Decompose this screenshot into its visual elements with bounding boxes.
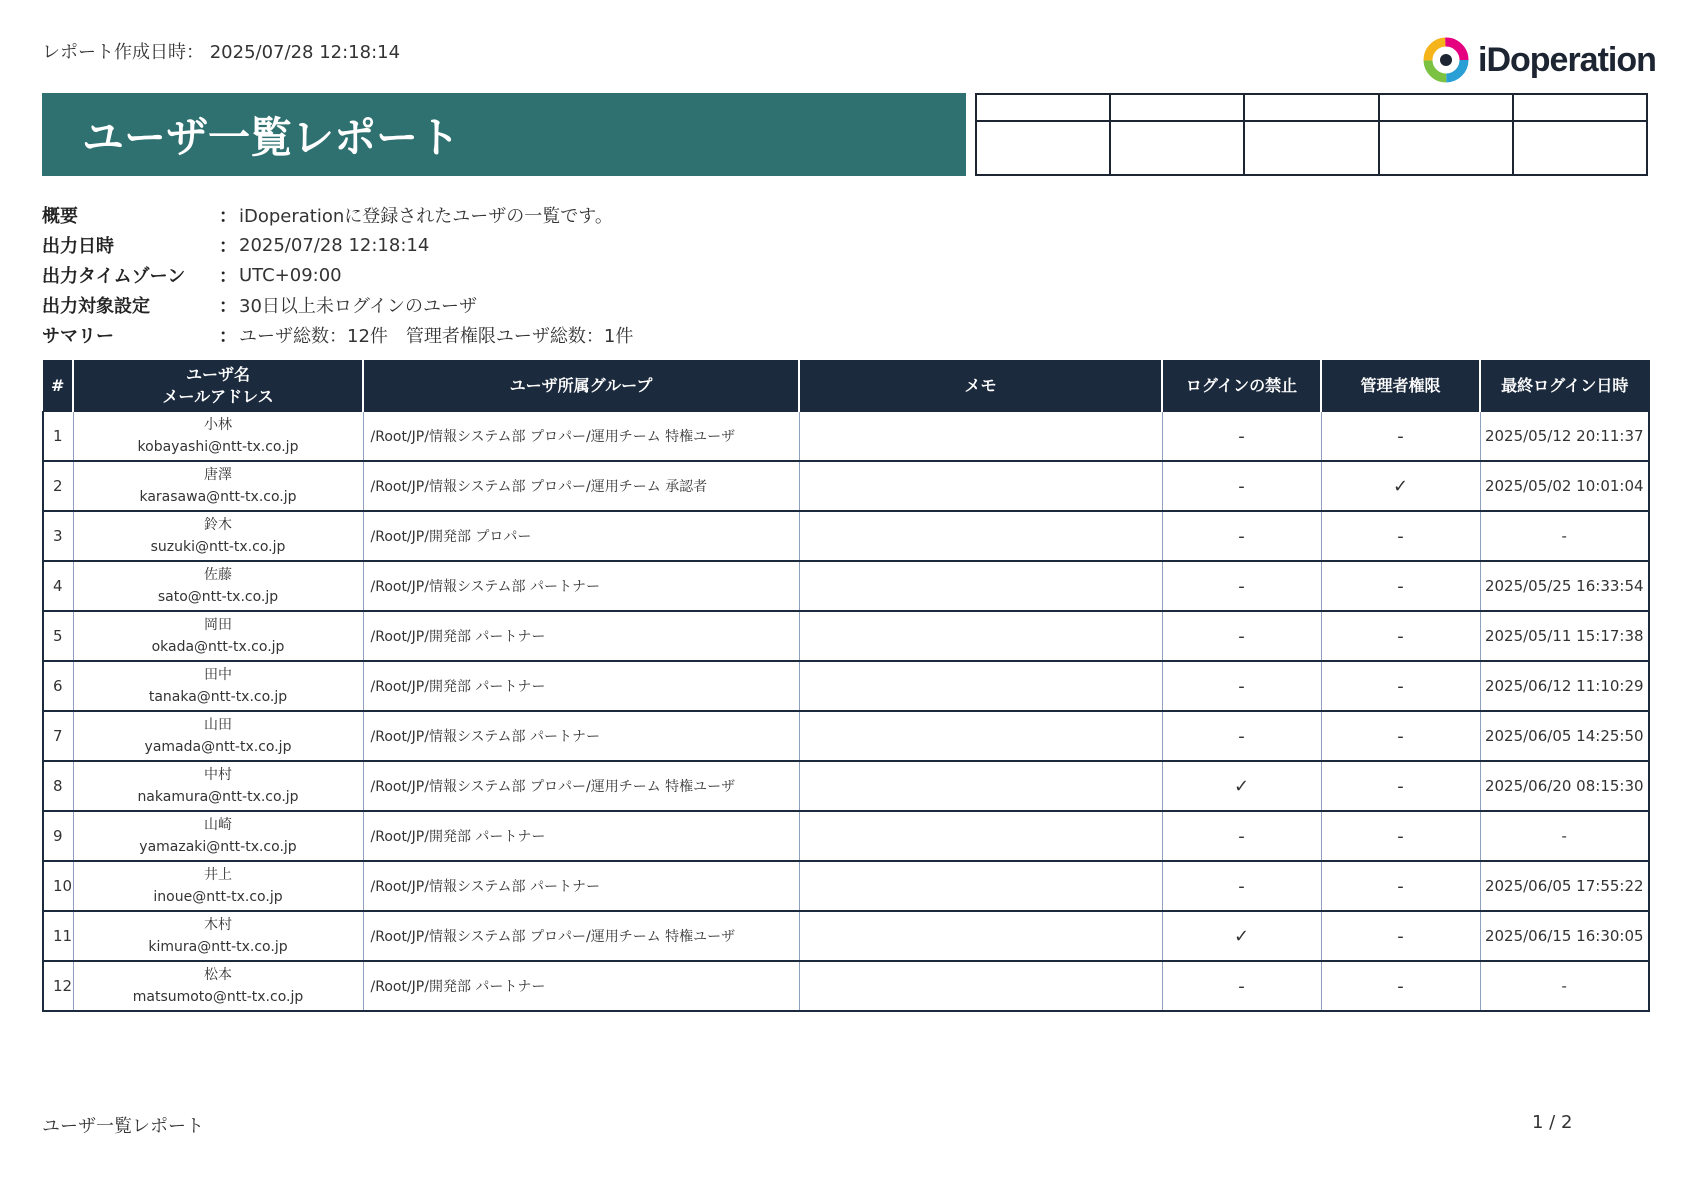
col-header-memo: メモ [799,361,1162,412]
table-row [43,511,1649,561]
user-name: 小林 [204,417,232,433]
meta-colon: ： [219,236,237,257]
user-cell [73,961,363,1011]
meta-key: 出力タイムゾーン [42,266,186,287]
last-login-cell: 2025/06/15 16:30:05 [1480,911,1649,961]
table-row [43,761,1649,811]
row-number: 6 [43,661,73,711]
user-cell [73,611,363,661]
group-cell: /Root/JP/開発部 パートナー [363,611,799,661]
group-cell: /Root/JP/情報システム部 プロパー/運用チーム 承認者 [363,461,799,511]
user-cell [73,561,363,611]
memo-cell [799,661,1162,711]
table-row [43,412,1649,462]
meta-row-summary [42,200,633,230]
logo-mark-icon [1420,34,1472,86]
memo-cell [799,811,1162,861]
user-email: yamazaki@ntt-tx.co.jp [139,839,297,855]
row-number: 1 [43,412,73,462]
login-ban-cell: - [1162,961,1321,1011]
admin-cell: - [1321,611,1480,661]
meta-key: 概要 [42,206,78,227]
col-header-number: # [43,361,73,412]
table-row [43,961,1649,1011]
row-number: 3 [43,511,73,561]
meta-colon: ： [219,206,237,227]
user-email: kobayashi@ntt-tx.co.jp [137,439,299,455]
logo-text: iDoperation [1478,40,1656,79]
report-created-datetime [42,38,400,64]
login-ban-cell: - [1162,861,1321,911]
stamp-header-cell [976,94,1110,121]
user-email: okada@ntt-tx.co.jp [151,639,285,655]
admin-cell: - [1321,961,1480,1011]
table-header-row [43,361,1649,412]
user-cell [73,511,363,561]
table-row [43,911,1649,961]
user-email: kimura@ntt-tx.co.jp [148,939,288,955]
table-row [43,611,1649,661]
meta-row-output-datetime [42,230,633,260]
admin-cell: - [1321,711,1480,761]
user-name: 田中 [204,667,232,683]
memo-cell [799,611,1162,661]
group-cell: /Root/JP/情報システム部 プロパー/運用チーム 特権ユーザ [363,911,799,961]
user-cell [73,711,363,761]
user-name: 佐藤 [204,567,232,583]
last-login-cell: - [1480,511,1649,561]
user-cell [73,412,363,462]
group-cell: /Root/JP/開発部 パートナー [363,661,799,711]
row-number: 10 [43,861,73,911]
user-name: 山崎 [204,817,232,833]
row-number: 2 [43,461,73,511]
meta-row-timezone [42,260,633,290]
stamp-cell [1379,121,1513,175]
stamp-cell [1513,121,1647,175]
last-login-cell: - [1480,961,1649,1011]
meta-value: 2025/07/28 12:18:14 [239,234,430,256]
user-email: sato@ntt-tx.co.jp [157,589,279,605]
approval-stamp-grid [975,93,1648,176]
meta-key: 出力対象設定 [42,296,150,317]
last-login-cell: 2025/06/05 17:55:22 [1480,861,1649,911]
last-login-cell: 2025/05/02 10:01:04 [1480,461,1649,511]
login-ban-cell: - [1162,611,1321,661]
admin-cell: ✓ [1321,461,1480,511]
memo-cell [799,961,1162,1011]
col-header-group: ユーザ所属グループ [363,361,799,412]
row-number: 11 [43,911,73,961]
user-table [42,360,1650,1012]
row-number: 9 [43,811,73,861]
last-login-cell: - [1480,811,1649,861]
row-number: 12 [43,961,73,1011]
user-name: 木村 [204,917,232,933]
admin-cell: - [1321,811,1480,861]
login-ban-cell: - [1162,461,1321,511]
meta-colon: ： [219,296,237,317]
admin-cell: - [1321,412,1480,462]
group-cell: /Root/JP/開発部 プロパー [363,511,799,561]
row-number: 7 [43,711,73,761]
stamp-header-cell [1379,94,1513,121]
user-cell [73,461,363,511]
group-cell: /Root/JP/開発部 パートナー [363,811,799,861]
memo-cell [799,461,1162,511]
created-label: レポート作成日時： [42,42,204,63]
user-cell [73,761,363,811]
user-cell [73,911,363,961]
last-login-cell: 2025/06/05 14:25:50 [1480,711,1649,761]
group-cell: /Root/JP/情報システム部 パートナー [363,561,799,611]
created-value: 2025/07/28 12:18:14 [209,42,401,63]
row-number: 5 [43,611,73,661]
user-email: suzuki@ntt-tx.co.jp [150,539,286,555]
report-title-banner [42,93,966,176]
login-ban-cell: - [1162,711,1321,761]
col-header-last-login: 最終ログイン日時 [1480,361,1649,412]
user-email: yamada@ntt-tx.co.jp [144,739,292,755]
memo-cell [799,561,1162,611]
user-name: 中村 [204,767,232,783]
user-cell [73,861,363,911]
group-cell: /Root/JP/情報システム部 パートナー [363,711,799,761]
stamp-header-cell [1513,94,1647,121]
col-header-user [73,361,363,412]
table-row [43,811,1649,861]
login-ban-cell: - [1162,661,1321,711]
meta-value: UTC+09:00 [239,264,342,286]
login-ban-cell: - [1162,511,1321,561]
stamp-header-cell [1244,94,1378,121]
meta-row-counts [42,320,633,350]
table-row [43,661,1649,711]
meta-value: 30日以上未ログインのユーザ [239,296,478,317]
row-number: 8 [43,761,73,811]
table-row [43,711,1649,761]
last-login-cell: 2025/05/12 20:11:37 [1480,412,1649,462]
memo-cell [799,911,1162,961]
memo-cell [799,412,1162,462]
meta-colon: ： [219,326,237,347]
group-cell: /Root/JP/情報システム部 プロパー/運用チーム 特権ユーザ [363,412,799,462]
meta-key: 出力日時 [42,236,114,257]
brand-logo [1420,34,1656,86]
last-login-cell: 2025/05/11 15:17:38 [1480,611,1649,661]
login-ban-cell: ✓ [1162,761,1321,811]
memo-cell [799,861,1162,911]
table-row [43,561,1649,611]
user-name: 鈴木 [204,517,232,533]
meta-colon: ： [219,266,237,287]
admin-cell: - [1321,761,1480,811]
col-header-admin: 管理者権限 [1321,361,1480,412]
meta-row-target [42,290,633,320]
login-ban-cell: ✓ [1162,911,1321,961]
col-header-login-ban: ログインの禁止 [1162,361,1321,412]
meta-value: ユーザ総数：12件 管理者権限ユーザ総数：1件 [239,326,634,347]
row-number: 4 [43,561,73,611]
user-name: 岡田 [204,617,232,633]
memo-cell [799,711,1162,761]
meta-value: iDoperationに登録されたユーザの一覧です。 [239,206,613,227]
group-cell: /Root/JP/情報システム部 プロパー/運用チーム 特権ユーザ [363,761,799,811]
user-email: karasawa@ntt-tx.co.jp [139,489,297,505]
last-login-cell: 2025/05/25 16:33:54 [1480,561,1649,611]
admin-cell: - [1321,861,1480,911]
login-ban-cell: - [1162,412,1321,462]
footer-title: ユーザ一覧レポート [42,1116,204,1137]
admin-cell: - [1321,911,1480,961]
login-ban-cell: - [1162,561,1321,611]
report-title: ユーザ一覧レポート [82,112,461,162]
stamp-cell [1110,121,1244,175]
admin-cell: - [1321,561,1480,611]
user-email: inoue@ntt-tx.co.jp [153,889,283,905]
group-cell: /Root/JP/開発部 パートナー [363,961,799,1011]
last-login-cell: 2025/06/20 08:15:30 [1480,761,1649,811]
user-name: 松本 [204,967,232,983]
memo-cell [799,761,1162,811]
user-name: 山田 [204,717,232,733]
table-row [43,461,1649,511]
report-meta [42,200,633,350]
login-ban-cell: - [1162,811,1321,861]
stamp-header-cell [1110,94,1244,121]
user-cell [73,661,363,711]
page-number: 1 / 2 [1532,1112,1573,1133]
table-body [43,412,1649,1012]
admin-cell: - [1321,661,1480,711]
user-name: 唐澤 [204,467,232,483]
col-header-user-name: ユーザ名 [185,365,250,384]
memo-cell [799,511,1162,561]
user-email: tanaka@ntt-tx.co.jp [148,689,288,705]
user-cell [73,811,363,861]
stamp-cell [1244,121,1378,175]
admin-cell: - [1321,511,1480,561]
col-header-user-email: メールアドレス [162,387,274,406]
last-login-cell: 2025/06/12 11:10:29 [1480,661,1649,711]
group-cell: /Root/JP/情報システム部 パートナー [363,861,799,911]
user-email: matsumoto@ntt-tx.co.jp [132,989,304,1005]
table-row [43,861,1649,911]
user-name: 井上 [204,867,232,883]
stamp-cell [976,121,1110,175]
meta-key: サマリー [42,326,114,347]
user-email: nakamura@ntt-tx.co.jp [137,789,299,805]
